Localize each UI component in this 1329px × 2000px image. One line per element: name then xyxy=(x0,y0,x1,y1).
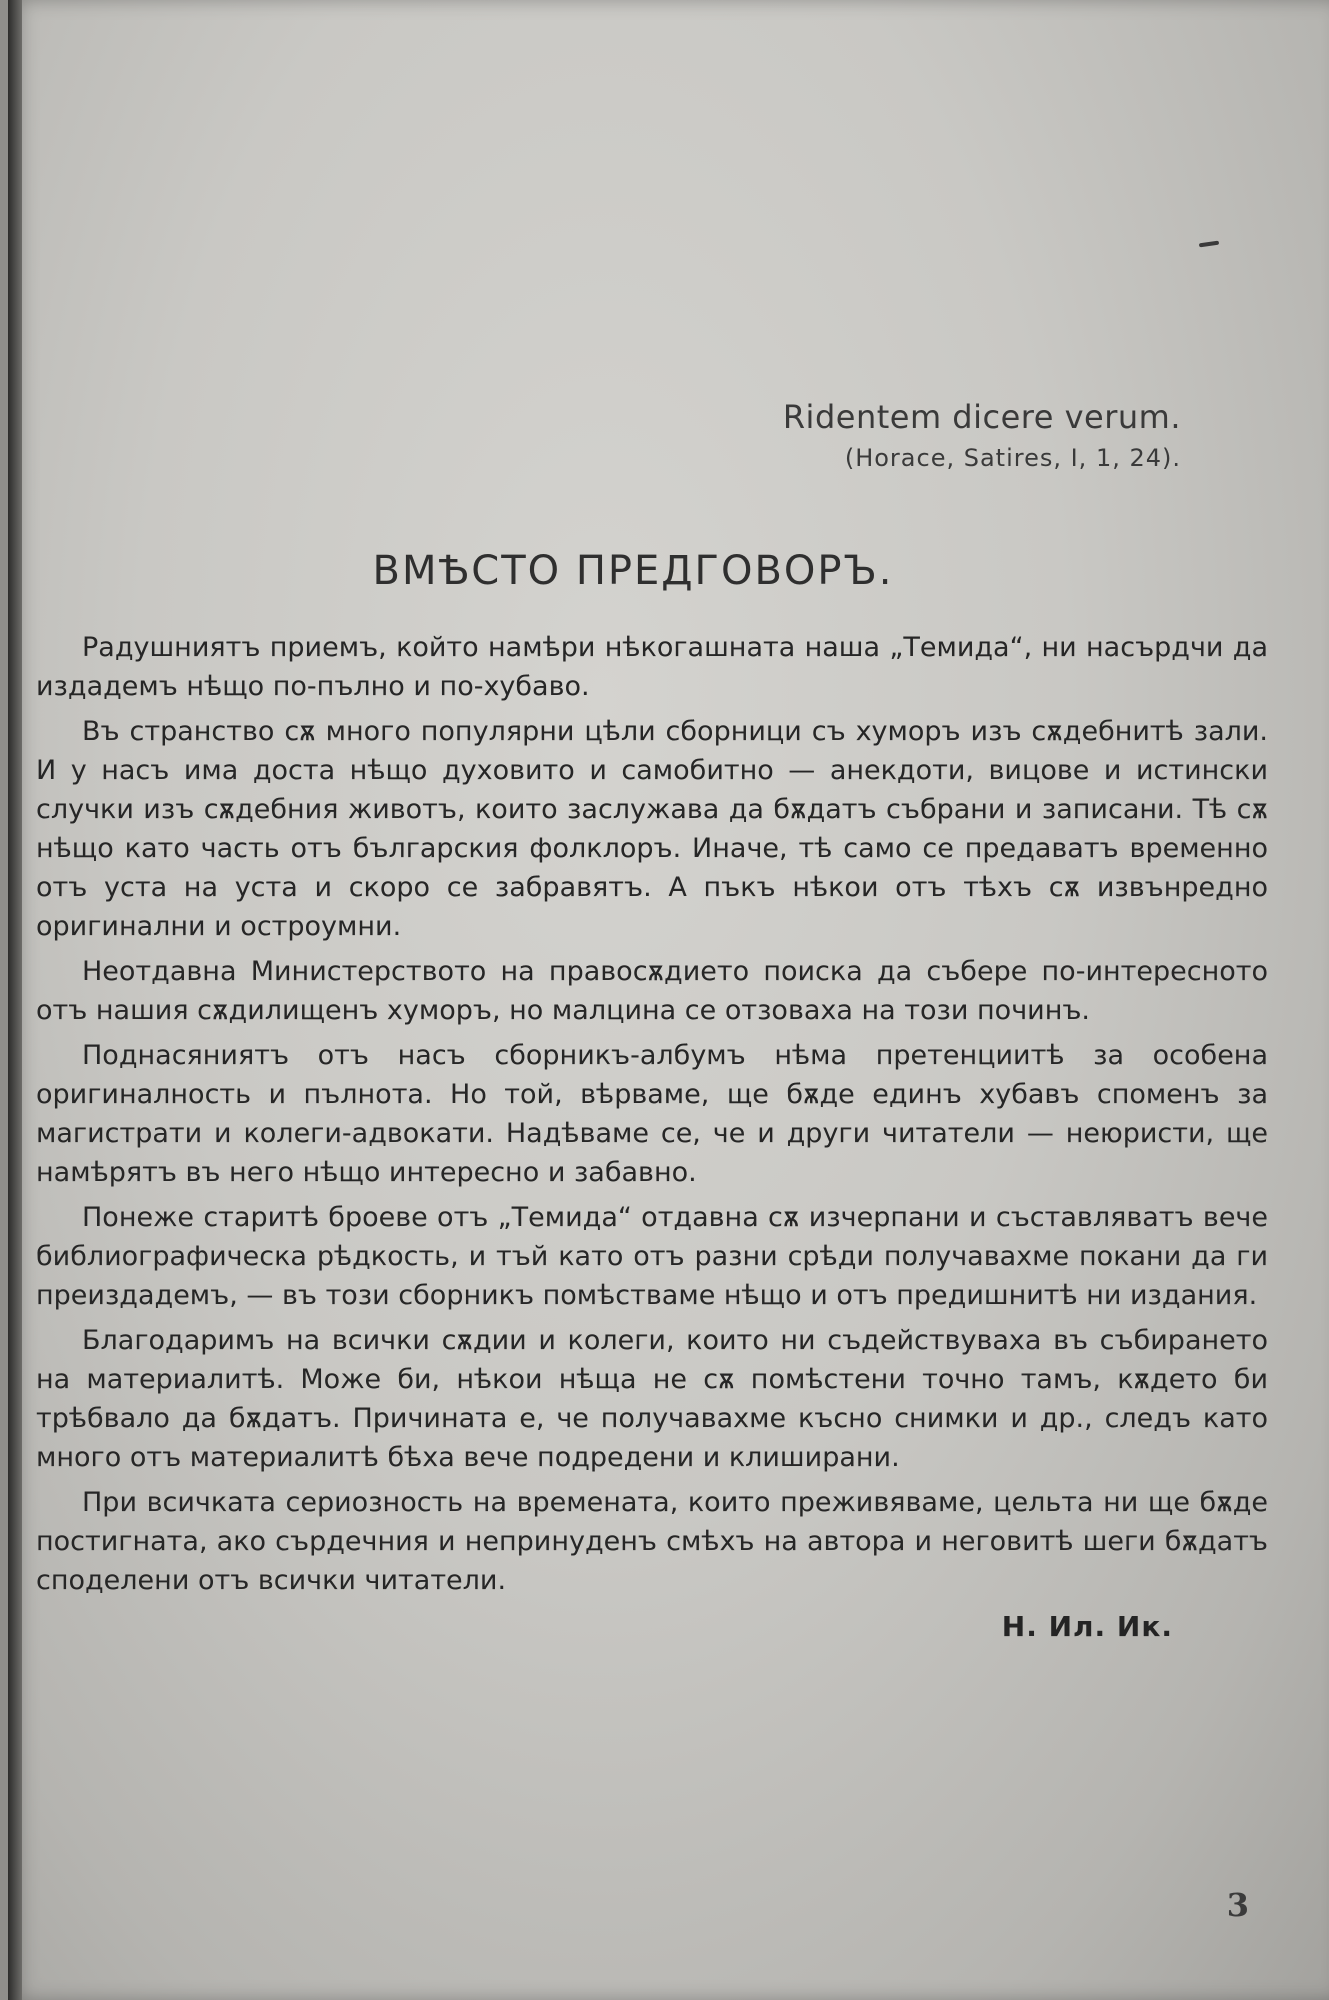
paragraph: Радушниятъ приемъ, който намѣри нѣкогашната наша „Темида“, ни насърдчи да издадемъ нѣщо по-пълно и по-хубаво. xyxy=(36,632,1268,702)
paper-speck xyxy=(1199,241,1219,248)
book-page xyxy=(8,0,1329,2000)
paragraph: Поднасяниятъ отъ насъ сборникъ-албумъ нѣма претенциитѣ за особена оригиналность и пълнота. Но той, вѣрваме, ще бѫде единъ хубавъ споменъ за магистрати и колеги-адвокати. Надѣваме се, че и други читатели — неюристи, ще намѣрятъ въ него нѣщо интересно и забавно. xyxy=(36,1040,1268,1188)
epigraph xyxy=(783,398,1181,472)
page-title: ВМѢСТО ПРЕДГОВОРЪ. xyxy=(372,548,894,594)
paragraph: Неотдавна Министерството на правосѫдието поиска да събере по-интересното отъ нашия сѫдилищенъ хуморъ, но малцина се отзоваха на този починъ. xyxy=(36,956,1268,1026)
paragraph: Благодаримъ на всички сѫдии и колеги, които ни съдействуваха въ събирането на материалитѣ. Може би, нѣкои нѣща не сѫ помѣстени точно тамъ, кѫдето би трѣбвало да бѫдатъ. Причината е, че получавахме късно снимки и др., следъ като много отъ материалитѣ бѣха вече подредени и клиширани. xyxy=(36,1325,1268,1473)
page-number: 3 xyxy=(1226,1886,1249,1924)
author-signature: Н. Ил. Ик. xyxy=(1001,1610,1173,1643)
binding-shadow xyxy=(8,0,22,2000)
preface-body xyxy=(36,628,1268,1606)
paragraph: Въ странство сѫ много популярни цѣли сборници съ хуморъ изъ сѫдебнитѣ зали. И у насъ има доста нѣщо духовито и самобитно — анекдоти, вицове и истински случки изъ сѫдебния животъ, които заслужава да бѫдатъ събрани и записани. Тѣ сѫ нѣщо като часть отъ българския фолклоръ. Иначе, тѣ само се предаватъ временно отъ уста на уста и скоро се забравятъ. А пъкъ нѣкои отъ тѣхъ сѫ извънредно оригинални и остроумни. xyxy=(36,716,1268,942)
paragraph: Понеже старитѣ броеве отъ „Темида“ отдавна сѫ изчерпани и съставляватъ вече библиографическа рѣдкость, и тъй като отъ разни срѣди получавахме покани да ги преиздадемъ, — въ този сборникъ помѣстваме нѣщо и отъ предишнитѣ ни издания. xyxy=(36,1202,1268,1311)
epigraph-quote: Ridentem dicere verum. xyxy=(782,398,1181,436)
paragraph: При всичката сериозность на времената, които преживяваме, цельта ни ще бѫде постигната, ако сърдечния и непринуденъ смѣхъ на автора и неговитѣ шеги бѫдатъ споделени отъ всички читатели. xyxy=(36,1487,1268,1596)
epigraph-source: (Horace, Satires, I, 1, 24). xyxy=(844,444,1181,472)
